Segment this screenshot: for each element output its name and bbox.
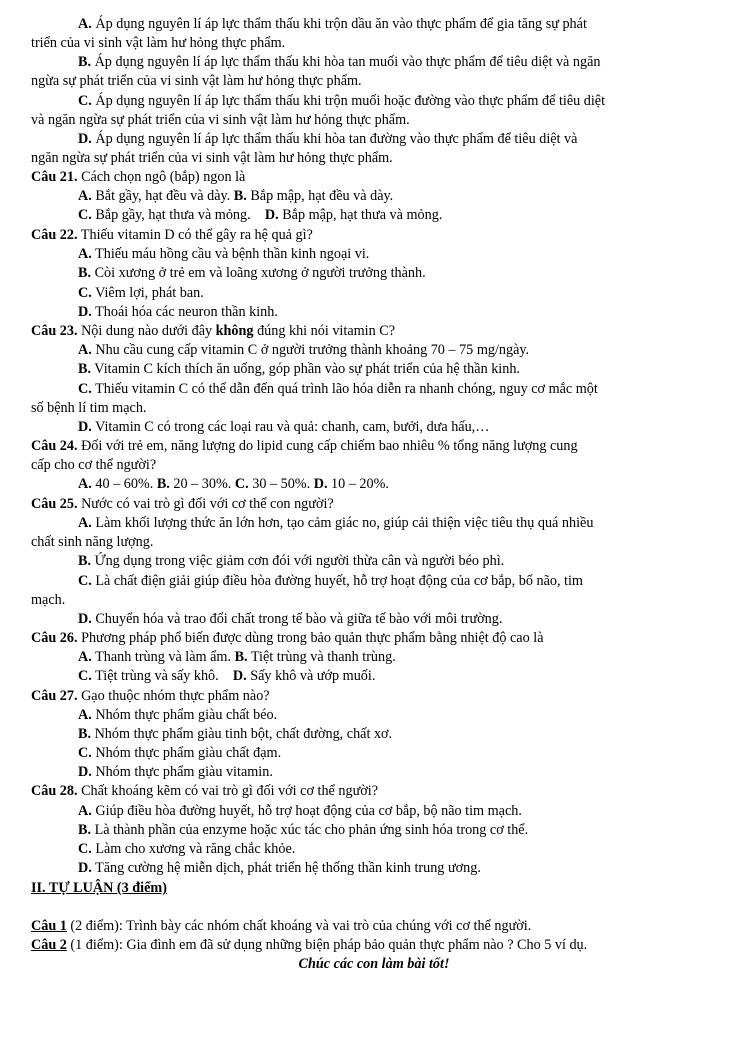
q20-option-d: D. Áp dụng nguyên lí áp lực thẩm thấu khi hòa tan đường vào thực phẩm để tiêu diệt và [78, 131, 578, 147]
q21-options-ab: A. Bắt gầy, hạt đều và dày. B. Bắp mập, hạt đều và dày. [78, 188, 394, 204]
q20-option-a-cont: triển của vi sinh vật làm hư hỏng thực phẩm. [31, 35, 286, 51]
q23-option-a: A. Nhu cầu cung cấp vitamin C ở người trưởng thành khoảng 70 – 75 mg/ngày. [78, 342, 530, 358]
q20-option-c-cont: và ngăn ngừa sự phát triển của vi sinh vật làm hư hỏng thực phẩm. [31, 112, 410, 128]
q23-option-c-cont: số bệnh lí tim mạch. [31, 400, 147, 416]
q22-option-c: C. Viêm lợi, phát ban. [78, 285, 204, 301]
q27-option-c: C. Nhóm thực phẩm giàu chất đạm. [78, 745, 282, 761]
q27-stem: Câu 27. Gạo thuộc nhóm thực phẩm nào? [31, 688, 270, 704]
q24-options: A. 40 – 60%. B. 20 – 30%. C. 30 – 50%. D. 10 – 20%. [78, 476, 389, 492]
q28-option-c: C. Làm cho xương và răng chắc khỏe. [78, 841, 296, 857]
q20-option-c: C. Áp dụng nguyên lí áp lực thẩm thấu khi trộn muối hoặc đường vào thực phẩm để tiêu diệt [78, 93, 606, 109]
essay-question-1: Câu 1 (2 điểm): Trình bày các nhóm chất khoáng và vai trò của chúng với cơ thể người. [31, 918, 532, 934]
q24-stem: Câu 24. Đối với trẻ em, năng lượng do lipid cung cấp chiếm bao nhiêu % tổng năng lượng cung [31, 438, 578, 454]
q26-options-cd: C. Tiệt trùng và sấy khô. D. Sấy khô và ướp muối. [78, 668, 376, 684]
q23-option-d: D. Vitamin C có trong các loại rau và quả: chanh, cam, bưởi, dưa hấu,… [78, 419, 490, 435]
q28-option-d: D. Tăng cường hệ miễn dịch, phát triển hệ thống thần kinh trung ương. [78, 860, 481, 876]
q25-option-c-cont: mạch. [31, 592, 66, 608]
q23-stem: Câu 23. Nội dung nào dưới đây không đúng khi nói vitamin C? [31, 323, 395, 339]
q25-option-c: C. Là chất điện giải giúp điều hòa đường huyết, hỗ trợ hoạt động của cơ bắp, bổ não, tim [78, 573, 583, 589]
q25-stem: Câu 25. Nước có vai trò gì đối với cơ thể con người? [31, 496, 334, 512]
q20-option-b: B. Áp dụng nguyên lí áp lực thẩm thấu khi hòa tan muối vào thực phẩm để tiêu diệt và ngăn [78, 54, 601, 70]
q25-option-a-cont: chất sinh năng lượng. [31, 534, 154, 550]
q27-option-b: B. Nhóm thực phẩm giàu tinh bột, chất đường, chất xơ. [78, 726, 393, 742]
q24-stem-cont: cấp cho cơ thể người? [31, 457, 157, 473]
q21-stem: Câu 21. Cách chọn ngô (bắp) ngon là [31, 169, 246, 185]
q22-option-b: B. Còi xương ở trẻ em và loãng xương ở người trưởng thành. [78, 265, 426, 281]
q21-options-cd: C. Bắp gầy, hạt thưa và mỏng. D. Bắp mập, hạt thưa và mỏng. [78, 207, 443, 223]
q28-option-a: A. Giúp điều hòa đường huyết, hỗ trợ hoạt động của cơ bắp, bộ não tim mạch. [78, 803, 522, 819]
section-title-essay: II. TỰ LUẬN (3 điểm) [31, 880, 167, 896]
q28-option-b: B. Là thành phần của enzyme hoặc xúc tác cho phản ứng sinh hóa trong cơ thể. [78, 822, 529, 838]
essay-question-2: Câu 2 (1 điểm): Gia đình em đã sử dụng những biện pháp bảo quản thực phẩm nào ? Cho 5 ví dụ. [31, 937, 588, 953]
q25-option-a: A. Làm khối lượng thức ăn lớn hơn, tạo cảm giác no, giúp cải thiện việc tiêu thụ quá nhiều [78, 515, 594, 531]
q27-option-d: D. Nhóm thực phẩm giàu vitamin. [78, 764, 273, 780]
q27-option-a: A. Nhóm thực phẩm giàu chất béo. [78, 707, 278, 723]
closing-message: Chúc các con làm bài tốt! [298, 956, 450, 972]
q23-option-b: B. Vitamin C kích thích ăn uống, góp phần vào sự phát triển của hệ thần kinh. [78, 361, 520, 377]
q20-option-d-cont: ngăn ngừa sự phát triển của vi sinh vật làm hư hỏng thực phẩm. [31, 150, 393, 166]
q26-options-ab: A. Thanh trùng và làm ẩm. B. Tiệt trùng và thanh trùng. [78, 649, 396, 665]
q22-option-a: A. Thiếu máu hồng cầu và bệnh thần kinh ngoại vi. [78, 246, 370, 262]
q23-option-c: C. Thiếu vitamin C có thể dẫn đến quá trình lão hóa diễn ra nhanh chóng, nguy cơ mắc một [78, 381, 598, 397]
q25-option-d: D. Chuyển hóa và trao đổi chất trong tế bào và giữa tế bào với môi trường. [78, 611, 503, 627]
q28-stem: Câu 28. Chất khoáng kẽm có vai trò gì đối với cơ thể người? [31, 783, 379, 799]
q20-option-b-cont: ngừa sự phát triển của vi sinh vật làm hư hỏng thực phẩm. [31, 73, 362, 89]
q22-stem: Câu 22. Thiếu vitamin D có thể gây ra hệ quả gì? [31, 227, 313, 243]
q22-option-d: D. Thoái hóa các neuron thần kinh. [78, 304, 278, 320]
q20-option-a: A. Áp dụng nguyên lí áp lực thẩm thấu khi trộn dầu ăn vào thực phẩm để gia tăng sự phát [78, 16, 587, 32]
q26-stem: Câu 26. Phương pháp phổ biến được dùng trong bảo quản thực phẩm bằng nhiệt độ cao là [31, 630, 544, 646]
q25-option-b: B. Ứng dụng trong việc giảm cơn đói với người thừa cân và người béo phì. [78, 553, 505, 569]
